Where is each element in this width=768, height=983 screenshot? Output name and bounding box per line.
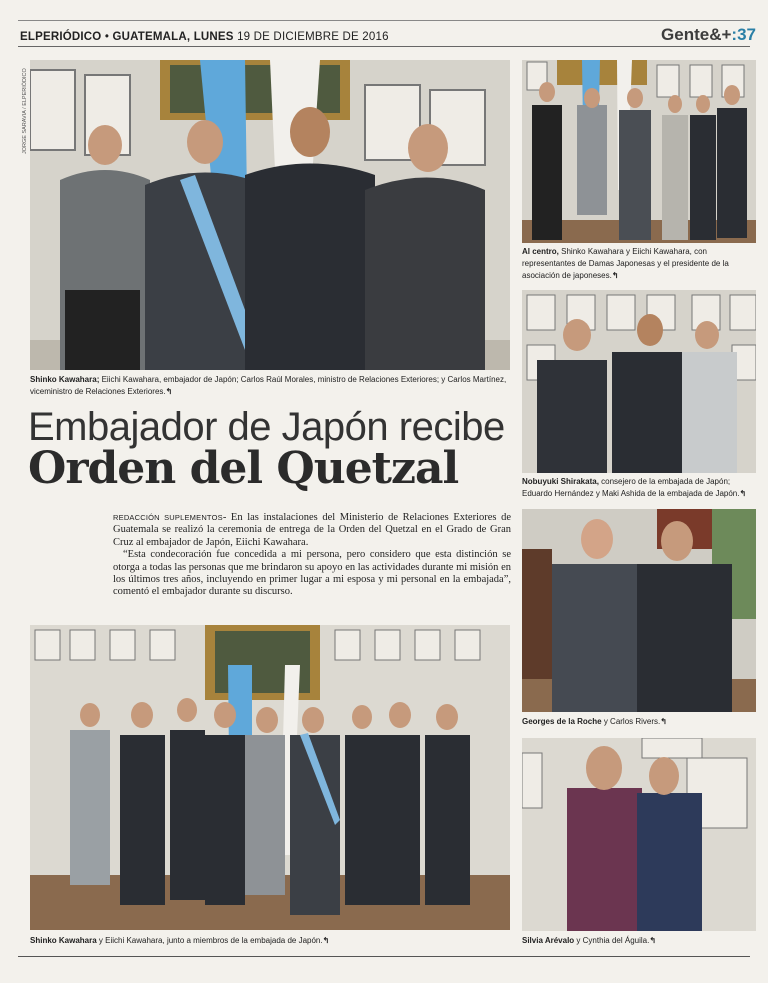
dateline-date: 19 DE DICIEMBRE DE 2016: [237, 31, 389, 43]
header-rule-top: [18, 20, 750, 21]
caption-bold: Shinko Kawahara: [30, 936, 97, 945]
caption-arevalo: [522, 935, 756, 947]
dateline-day: LUNES: [193, 31, 234, 43]
caption-text: Shinko Kawahara y Eiichi Kawahara, con representantes de Damas Japonesas y el presidente de la asociación de japoneses.: [522, 247, 729, 280]
photo-de-la-roche: [522, 509, 756, 712]
caption-arrow-icon: ↰: [660, 717, 667, 726]
page-number: 37: [737, 25, 756, 44]
caption-arrow-icon: ↰: [649, 936, 657, 945]
main-photo-caption: [30, 374, 512, 398]
caption-bold: Nobuyuki Shirakata,: [522, 477, 599, 486]
article-paragraph-2: “Esta condecoración fue concedida a mi persona, pero considero que esta distinción se otorga a todas las personas que me brindaron su apoyo en las actividades durante mi misión en los últimos tres años, incluyendo en primer lugar a mi esposa y mi personal en la embajada”, comentó el embajador durante su discurso.: [113, 549, 511, 598]
header-dateline: [20, 31, 389, 43]
article-paragraph-1: [113, 512, 511, 549]
group-photo: [30, 625, 510, 930]
dateline-city: GUATEMALA,: [112, 31, 191, 43]
main-photo: [30, 60, 510, 370]
caption-arrow-icon: ↰: [165, 387, 173, 396]
caption-bold: Al centro,: [522, 247, 559, 256]
caption-de-la-roche: [522, 716, 756, 728]
caption-bold: Silvia Arévalo: [522, 936, 575, 945]
caption-arrow-icon: ↰: [322, 936, 330, 945]
photo-credit: JORGE SARAVIA / ELPERIÓDICO: [22, 68, 28, 154]
group-photo-caption: [30, 935, 512, 947]
headline-line-2: Orden del Quetzal: [28, 443, 459, 494]
photo-damas-japonesas: [522, 60, 756, 243]
caption-text: y Cynthia del Águila.: [574, 936, 650, 945]
caption-text: y Carlos Rivers.: [601, 717, 661, 726]
folio-separator: :: [731, 25, 738, 44]
photo-arevalo: [522, 738, 756, 931]
headline-line-1: Embajador de Japón recibe: [28, 405, 505, 449]
photo-shirakata: [522, 290, 756, 473]
newspaper-name: ELPERIÓDICO: [20, 31, 102, 43]
article-lead-label: REDACCIÓN SUPLEMENTOS: [113, 513, 223, 522]
caption-damas-japonesas: [522, 246, 756, 282]
caption-text: y Eiichi Kawahara, junto a miembros de la embajada de Japón.: [96, 936, 323, 945]
article-paragraph-1-text: - En las instalaciones del Ministerio de Relaciones Exteriores de Guatemala se realizó la ceremonia de entrega de la Orden del Quetzal en el Grado de Gran Cruz al embajador de Japón, Eiichi Kawahara.: [113, 512, 511, 548]
footer-rule: [18, 956, 750, 957]
caption-text: Eiichi Kawahara, embajador de Japón; Carlos Raúl Morales, ministro de Relaciones Exteriores; y Carlos Martínez, viceministro de Relaciones Exteriores.: [30, 375, 507, 396]
caption-bold: Georges de la Roche: [522, 717, 602, 726]
section-folio: [661, 25, 756, 45]
caption-shirakata: [522, 476, 756, 500]
caption-arrow-icon: ↰: [739, 489, 747, 498]
article-body: [113, 512, 511, 599]
caption-arrow-icon: ↰: [611, 271, 619, 280]
section-name: Gente&+: [661, 25, 732, 44]
header-rule-bottom: [18, 46, 750, 47]
caption-bold: Shinko Kawahara;: [30, 375, 100, 384]
dateline-separator: •: [101, 31, 113, 43]
caption-text: consejero de la embajada de Japón; Eduardo Hernández y Maki Ashida de la embajada de Japón.: [522, 477, 740, 498]
